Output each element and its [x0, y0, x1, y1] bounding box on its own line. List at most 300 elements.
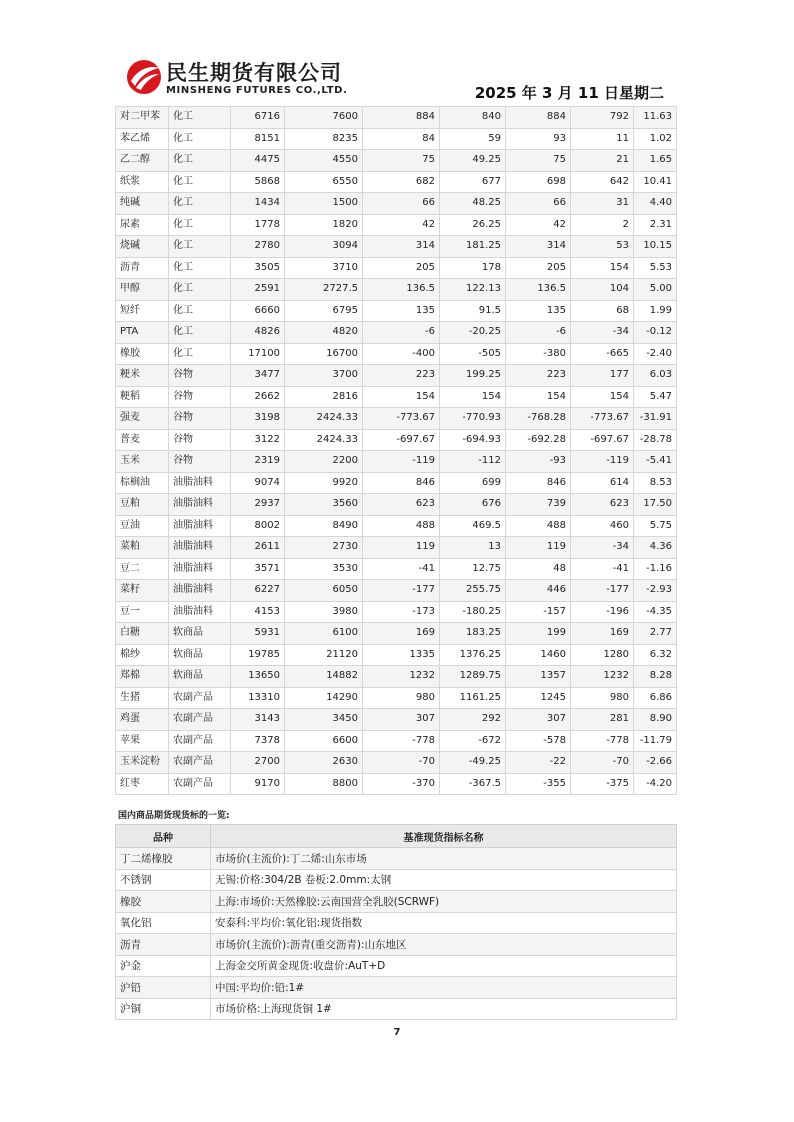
cell-col-4: 8800: [285, 773, 363, 795]
cell-col-7: 135: [506, 300, 571, 322]
cell-col-7: 446: [506, 580, 571, 602]
cell-col-9: 5.47: [634, 386, 677, 408]
cell-col-6: 292: [440, 709, 506, 731]
table-row: [116, 687, 677, 709]
cell-col-6: -112: [440, 451, 506, 473]
cell-col-4: 6550: [285, 171, 363, 193]
cell-col-7: 739: [506, 494, 571, 516]
cell-col-8: 154: [571, 386, 634, 408]
cell-col-9: 8.28: [634, 666, 677, 688]
cell-col-5: 1232: [363, 666, 440, 688]
cell-col-6: -672: [440, 730, 506, 752]
cell-col-8: -665: [571, 343, 634, 365]
cell-col-5: 1335: [363, 644, 440, 666]
cell-commodity: 豆二: [116, 558, 169, 580]
spot-indicator: 上海:市场价:天然橡胶:云南国营全乳胶(SCRWF): [211, 891, 677, 913]
table-row: [116, 752, 677, 774]
cell-col-5: 84: [363, 128, 440, 150]
cell-sector: 农副产品: [169, 752, 231, 774]
cell-col-6: 840: [440, 107, 506, 129]
cell-commodity: 甲醇: [116, 279, 169, 301]
cell-col-4: 6795: [285, 300, 363, 322]
cell-commodity: 对二甲苯: [116, 107, 169, 129]
cell-col-4: 4820: [285, 322, 363, 344]
spot-variety: 氧化铝: [116, 912, 211, 934]
cell-sector: 化工: [169, 322, 231, 344]
cell-col-8: 980: [571, 687, 634, 709]
cell-col-5: 314: [363, 236, 440, 258]
table-row: [116, 472, 677, 494]
cell-col-5: -41: [363, 558, 440, 580]
spot-section-title: 国内商品期货现货标的一览:: [118, 811, 230, 821]
cell-commodity: 玉米: [116, 451, 169, 473]
spot-row: [116, 891, 677, 913]
cell-commodity: 苯乙烯: [116, 128, 169, 150]
cell-commodity: 菜籽: [116, 580, 169, 602]
cell-col-4: 2630: [285, 752, 363, 774]
cell-col-4: 21120: [285, 644, 363, 666]
cell-col-4: 1500: [285, 193, 363, 215]
cell-col-8: -177: [571, 580, 634, 602]
cell-col-9: 17.50: [634, 494, 677, 516]
cell-sector: 化工: [169, 193, 231, 215]
cell-col-7: 1245: [506, 687, 571, 709]
cell-sector: 化工: [169, 214, 231, 236]
cell-col-6: -694.93: [440, 429, 506, 451]
cell-commodity: 鸡蛋: [116, 709, 169, 731]
cell-col-6: 1289.75: [440, 666, 506, 688]
cell-col-3: 13650: [231, 666, 285, 688]
cell-col-7: 884: [506, 107, 571, 129]
cell-col-5: 42: [363, 214, 440, 236]
cell-col-4: 14290: [285, 687, 363, 709]
cell-col-3: 3122: [231, 429, 285, 451]
cell-col-9: -2.40: [634, 343, 677, 365]
report-date: 2025 年 3 月 11 日星期二: [474, 84, 664, 102]
cell-col-4: 2424.33: [285, 408, 363, 430]
cell-col-8: 68: [571, 300, 634, 322]
cell-sector: 软商品: [169, 666, 231, 688]
cell-sector: 谷物: [169, 451, 231, 473]
table-row: [116, 386, 677, 408]
cell-col-8: -375: [571, 773, 634, 795]
cell-sector: 化工: [169, 257, 231, 279]
cell-col-6: -505: [440, 343, 506, 365]
cell-col-5: 119: [363, 537, 440, 559]
cell-col-9: -2.66: [634, 752, 677, 774]
spot-row: [116, 998, 677, 1020]
cell-col-7: -692.28: [506, 429, 571, 451]
spot-indicator: 市场价格:上海现货铜 1#: [211, 998, 677, 1020]
cell-col-4: 3450: [285, 709, 363, 731]
cell-col-4: 7600: [285, 107, 363, 129]
cell-col-7: 199: [506, 623, 571, 645]
cell-col-9: -31.91: [634, 408, 677, 430]
cell-col-7: -768.28: [506, 408, 571, 430]
cell-col-7: 488: [506, 515, 571, 537]
cell-col-7: 314: [506, 236, 571, 258]
cell-sector: 农副产品: [169, 709, 231, 731]
cell-col-3: 5931: [231, 623, 285, 645]
cell-col-6: 122.13: [440, 279, 506, 301]
cell-sector: 油脂油料: [169, 494, 231, 516]
cell-col-5: 307: [363, 709, 440, 731]
cell-col-6: 13: [440, 537, 506, 559]
cell-col-8: 11: [571, 128, 634, 150]
cell-col-4: 9920: [285, 472, 363, 494]
cell-col-3: 17100: [231, 343, 285, 365]
cell-col-3: 1778: [231, 214, 285, 236]
cell-col-7: 698: [506, 171, 571, 193]
cell-col-4: 3710: [285, 257, 363, 279]
cell-col-5: -400: [363, 343, 440, 365]
cell-col-9: 2.77: [634, 623, 677, 645]
cell-col-3: 8151: [231, 128, 285, 150]
spot-header-variety: 品种: [116, 825, 211, 848]
cell-sector: 谷物: [169, 408, 231, 430]
cell-col-6: 255.75: [440, 580, 506, 602]
table-row: [116, 236, 677, 258]
table-row: [116, 644, 677, 666]
cell-col-9: -0.12: [634, 322, 677, 344]
cell-col-5: -697.67: [363, 429, 440, 451]
cell-col-4: 8490: [285, 515, 363, 537]
cell-col-3: 9170: [231, 773, 285, 795]
table-row: [116, 494, 677, 516]
spot-variety: 不锈钢: [116, 869, 211, 891]
cell-col-3: 2319: [231, 451, 285, 473]
cell-sector: 软商品: [169, 644, 231, 666]
cell-col-3: 3143: [231, 709, 285, 731]
cell-col-3: 19785: [231, 644, 285, 666]
cell-col-3: 4826: [231, 322, 285, 344]
cell-col-8: -34: [571, 322, 634, 344]
cell-col-8: 154: [571, 257, 634, 279]
spot-indicator: 市场价(主流价):沥青(重交沥青):山东地区: [211, 934, 677, 956]
table-row: [116, 214, 677, 236]
cell-col-8: -41: [571, 558, 634, 580]
cell-col-5: -177: [363, 580, 440, 602]
table-row: [116, 537, 677, 559]
cell-col-9: 4.40: [634, 193, 677, 215]
table-row: [116, 515, 677, 537]
cell-col-3: 6660: [231, 300, 285, 322]
cell-commodity: 白糖: [116, 623, 169, 645]
cell-col-5: -6: [363, 322, 440, 344]
cell-commodity: 豆油: [116, 515, 169, 537]
cell-col-8: 623: [571, 494, 634, 516]
cell-col-8: -34: [571, 537, 634, 559]
cell-sector: 谷物: [169, 365, 231, 387]
table-row: [116, 666, 677, 688]
cell-col-4: 6600: [285, 730, 363, 752]
cell-col-4: 2424.33: [285, 429, 363, 451]
cell-commodity: 菜粕: [116, 537, 169, 559]
cell-col-8: 177: [571, 365, 634, 387]
cell-commodity: 普麦: [116, 429, 169, 451]
cell-commodity: 短纤: [116, 300, 169, 322]
cell-col-3: 4475: [231, 150, 285, 172]
cell-col-3: 2611: [231, 537, 285, 559]
cell-col-5: 846: [363, 472, 440, 494]
cell-col-5: -370: [363, 773, 440, 795]
cell-col-7: 846: [506, 472, 571, 494]
cell-col-6: 49.25: [440, 150, 506, 172]
cell-col-3: 6227: [231, 580, 285, 602]
cell-sector: 农副产品: [169, 773, 231, 795]
cell-col-4: 8235: [285, 128, 363, 150]
cell-col-5: 75: [363, 150, 440, 172]
cell-col-7: -22: [506, 752, 571, 774]
cell-col-7: 75: [506, 150, 571, 172]
cell-col-7: 48: [506, 558, 571, 580]
cell-col-5: 205: [363, 257, 440, 279]
cell-col-6: 1376.25: [440, 644, 506, 666]
spot-variety: 丁二烯橡胶: [116, 848, 211, 870]
cell-commodity: 粳稻: [116, 386, 169, 408]
cell-col-5: 488: [363, 515, 440, 537]
cell-commodity: 橡胶: [116, 343, 169, 365]
spot-indicator: 中国:平均价:铅:1#: [211, 977, 677, 999]
table-row: [116, 773, 677, 795]
cell-col-7: 223: [506, 365, 571, 387]
cell-col-6: 181.25: [440, 236, 506, 258]
cell-col-6: 676: [440, 494, 506, 516]
cell-col-4: 4550: [285, 150, 363, 172]
cell-commodity: 苹果: [116, 730, 169, 752]
cell-col-9: 8.53: [634, 472, 677, 494]
cell-col-8: 1232: [571, 666, 634, 688]
cell-col-8: 642: [571, 171, 634, 193]
cell-commodity: 乙二醇: [116, 150, 169, 172]
spot-variety: 沪铜: [116, 998, 211, 1020]
cell-sector: 谷物: [169, 429, 231, 451]
cell-col-8: 281: [571, 709, 634, 731]
spot-indicator: 市场价(主流价):丁二烯:山东市场: [211, 848, 677, 870]
cell-col-3: 7378: [231, 730, 285, 752]
table-row: [116, 322, 677, 344]
cell-col-9: 4.36: [634, 537, 677, 559]
cell-col-5: -773.67: [363, 408, 440, 430]
cell-col-9: -1.16: [634, 558, 677, 580]
cell-col-8: 792: [571, 107, 634, 129]
cell-col-6: -20.25: [440, 322, 506, 344]
futures-price-table: [115, 106, 677, 795]
cell-col-3: 2662: [231, 386, 285, 408]
cell-commodity: 纯碱: [116, 193, 169, 215]
cell-sector: 油脂油料: [169, 580, 231, 602]
spot-variety: 沥青: [116, 934, 211, 956]
table-row: [116, 128, 677, 150]
cell-col-9: -11.79: [634, 730, 677, 752]
table-row: [116, 580, 677, 602]
cell-commodity: 郑棉: [116, 666, 169, 688]
cell-col-6: 48.25: [440, 193, 506, 215]
company-name-cn: 民生期货有限公司: [166, 61, 342, 85]
cell-col-5: 623: [363, 494, 440, 516]
cell-col-8: 169: [571, 623, 634, 645]
cell-col-9: 1.65: [634, 150, 677, 172]
page-number: 7: [393, 1027, 401, 1038]
cell-col-8: 104: [571, 279, 634, 301]
cell-col-5: 223: [363, 365, 440, 387]
cell-col-7: 1357: [506, 666, 571, 688]
cell-col-3: 4153: [231, 601, 285, 623]
cell-col-7: 93: [506, 128, 571, 150]
cell-commodity: 豆一: [116, 601, 169, 623]
cell-col-3: 3571: [231, 558, 285, 580]
cell-col-7: -93: [506, 451, 571, 473]
cell-col-9: -4.35: [634, 601, 677, 623]
cell-sector: 化工: [169, 300, 231, 322]
cell-col-7: 1460: [506, 644, 571, 666]
cell-col-4: 2727.5: [285, 279, 363, 301]
table-row: [116, 193, 677, 215]
cell-col-7: -355: [506, 773, 571, 795]
cell-col-3: 2591: [231, 279, 285, 301]
cell-sector: 化工: [169, 107, 231, 129]
cell-commodity: 烧碱: [116, 236, 169, 258]
cell-col-4: 14882: [285, 666, 363, 688]
cell-commodity: 尿素: [116, 214, 169, 236]
cell-sector: 化工: [169, 150, 231, 172]
cell-col-6: 26.25: [440, 214, 506, 236]
cell-col-6: -180.25: [440, 601, 506, 623]
cell-commodity: 红枣: [116, 773, 169, 795]
cell-sector: 油脂油料: [169, 558, 231, 580]
cell-col-5: 169: [363, 623, 440, 645]
cell-col-8: 614: [571, 472, 634, 494]
cell-col-5: 884: [363, 107, 440, 129]
company-logo: [126, 55, 366, 103]
cell-commodity: 生猪: [116, 687, 169, 709]
cell-col-5: 154: [363, 386, 440, 408]
cell-col-9: 11.63: [634, 107, 677, 129]
cell-col-9: -5.41: [634, 451, 677, 473]
cell-col-9: 5.00: [634, 279, 677, 301]
cell-col-3: 3477: [231, 365, 285, 387]
cell-sector: 化工: [169, 128, 231, 150]
cell-sector: 油脂油料: [169, 472, 231, 494]
cell-commodity: 粳米: [116, 365, 169, 387]
cell-col-3: 2937: [231, 494, 285, 516]
cell-commodity: 纸浆: [116, 171, 169, 193]
cell-col-9: 5.53: [634, 257, 677, 279]
cell-col-6: -770.93: [440, 408, 506, 430]
cell-col-4: 3560: [285, 494, 363, 516]
cell-col-7: -578: [506, 730, 571, 752]
cell-col-6: 154: [440, 386, 506, 408]
cell-col-4: 16700: [285, 343, 363, 365]
cell-col-9: 1.99: [634, 300, 677, 322]
cell-col-9: 6.32: [634, 644, 677, 666]
company-name-en: MINSHENG FUTURES CO.,LTD.: [166, 85, 348, 96]
cell-col-8: 21: [571, 150, 634, 172]
spot-header-row: [116, 825, 677, 848]
cell-col-6: 178: [440, 257, 506, 279]
cell-col-7: 307: [506, 709, 571, 731]
cell-col-6: 677: [440, 171, 506, 193]
table-row: [116, 343, 677, 365]
cell-sector: 化工: [169, 236, 231, 258]
cell-commodity: 沥青: [116, 257, 169, 279]
table-row: [116, 107, 677, 129]
cell-col-6: 12.75: [440, 558, 506, 580]
cell-col-3: 5868: [231, 171, 285, 193]
table-row: [116, 623, 677, 645]
cell-col-3: 13310: [231, 687, 285, 709]
cell-col-4: 3530: [285, 558, 363, 580]
cell-col-3: 2780: [231, 236, 285, 258]
cell-col-3: 3198: [231, 408, 285, 430]
cell-col-4: 2200: [285, 451, 363, 473]
cell-col-4: 6100: [285, 623, 363, 645]
cell-sector: 化工: [169, 171, 231, 193]
table-row: [116, 451, 677, 473]
cell-col-9: -28.78: [634, 429, 677, 451]
table-row: [116, 257, 677, 279]
spot-variety: 沪金: [116, 955, 211, 977]
table-row: [116, 730, 677, 752]
table-row: [116, 365, 677, 387]
spot-indicator: 上海金交所黄金现货:收盘价:AuT+D: [211, 955, 677, 977]
cell-col-3: 6716: [231, 107, 285, 129]
cell-commodity: 豆粕: [116, 494, 169, 516]
table-row: [116, 150, 677, 172]
cell-col-6: 91.5: [440, 300, 506, 322]
table-row: [116, 429, 677, 451]
cell-col-5: 980: [363, 687, 440, 709]
spot-row: [116, 869, 677, 891]
cell-col-7: 42: [506, 214, 571, 236]
cell-col-7: -157: [506, 601, 571, 623]
spot-row: [116, 977, 677, 999]
cell-commodity: 棉纱: [116, 644, 169, 666]
cell-col-4: 3094: [285, 236, 363, 258]
spot-row: [116, 912, 677, 934]
cell-col-5: 135: [363, 300, 440, 322]
spot-indicator: 无锡:价格:304/2B 卷板:2.0mm:太钢: [211, 869, 677, 891]
cell-col-5: -70: [363, 752, 440, 774]
cell-col-5: 136.5: [363, 279, 440, 301]
cell-col-5: -778: [363, 730, 440, 752]
cell-col-9: 6.03: [634, 365, 677, 387]
cell-col-6: 59: [440, 128, 506, 150]
cell-col-6: 469.5: [440, 515, 506, 537]
cell-sector: 油脂油料: [169, 515, 231, 537]
cell-col-9: 1.02: [634, 128, 677, 150]
cell-col-7: 136.5: [506, 279, 571, 301]
cell-col-9: -4.20: [634, 773, 677, 795]
spot-benchmark-table: [115, 824, 677, 1020]
table-row: [116, 279, 677, 301]
cell-sector: 化工: [169, 279, 231, 301]
cell-col-4: 1820: [285, 214, 363, 236]
spot-indicator: 安泰科:平均价:氧化铝:现货指数: [211, 912, 677, 934]
cell-sector: 农副产品: [169, 730, 231, 752]
cell-col-7: 66: [506, 193, 571, 215]
cell-col-9: 10.41: [634, 171, 677, 193]
cell-col-4: 2816: [285, 386, 363, 408]
cell-col-4: 6050: [285, 580, 363, 602]
cell-col-8: 2: [571, 214, 634, 236]
cell-col-9: -2.93: [634, 580, 677, 602]
table-row: [116, 171, 677, 193]
cell-col-8: 1280: [571, 644, 634, 666]
cell-col-7: -6: [506, 322, 571, 344]
cell-col-8: -697.67: [571, 429, 634, 451]
cell-col-8: 53: [571, 236, 634, 258]
